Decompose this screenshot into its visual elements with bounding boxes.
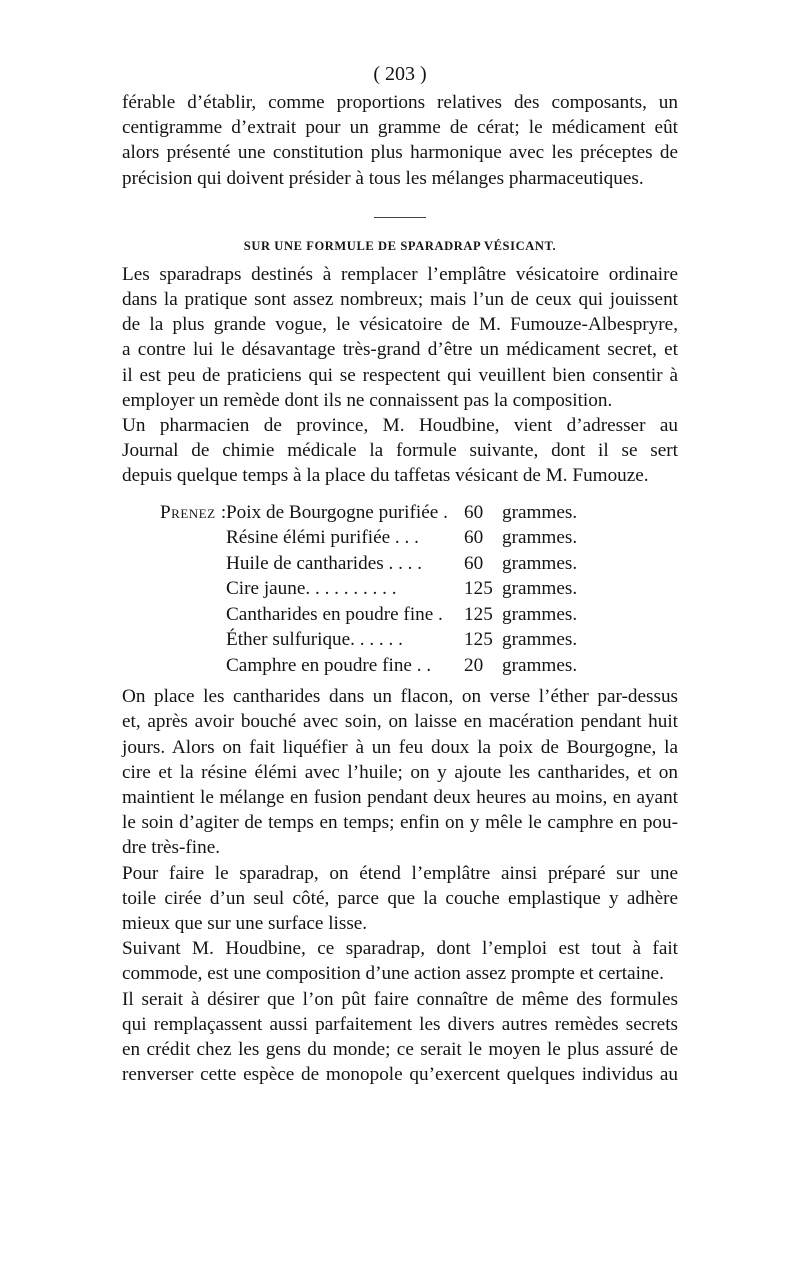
recipe-unit: grammes. <box>502 552 578 574</box>
text-line: Suivant M. Houdbine, ce sparadrap, dont l’emploi est tout à fait <box>122 938 678 960</box>
recipe-ingredient: Poix de Bourgogne purifiée . <box>226 501 448 523</box>
recipe-table <box>122 500 678 679</box>
text-line: en crédit chez les gens du monde; ce serait le moyen le plus assuré de <box>122 1038 678 1060</box>
recipe-ingredient: Cantharides en poudre fine . <box>226 603 443 625</box>
prenez-label: Prenez : <box>160 501 227 523</box>
text-line: commode, est une composition d’une action assez prompte et certaine. <box>122 963 664 985</box>
recipe-row <box>122 500 678 526</box>
recipe-unit: grammes. <box>502 527 578 549</box>
text-line: alors présenté une constitution plus harmonique avec les préceptes de <box>122 142 678 164</box>
text-line: renverser cette espèce de monopole qu’exercent quelques individus au <box>122 1064 678 1086</box>
intro-paragraph <box>122 90 678 191</box>
recipe-unit: grammes. <box>502 578 578 600</box>
text-line: Pour faire le sparadrap, on étend l’emplâtre ainsi préparé sur une <box>122 862 678 884</box>
text-line: employer un remède dont ils ne connaissent pas la composition. <box>122 389 613 411</box>
section-divider <box>374 217 426 218</box>
recipe-ingredient: Huile de cantharides . . . . <box>226 552 423 574</box>
text-line: Journal de chimie médicale la formule suivante, dont il se sert <box>122 440 678 462</box>
paragraph-remedes-secrets <box>122 987 678 1088</box>
recipe-quantity: 60 <box>464 552 484 574</box>
recipe-ingredient: Cire jaune. . . . . . . . . . <box>226 578 397 600</box>
recipe-ingredient: Éther sulfurique. . . . . . <box>226 629 403 651</box>
text-line: férable d’établir, comme proportions relatives des composants, un <box>122 92 678 113</box>
paragraph-preparation <box>122 684 678 860</box>
section-title: SUR UNE FORMULE DE SPARADRAP VÉSICANT. <box>243 238 557 253</box>
recipe-unit: grammes. <box>502 501 578 523</box>
text-line: On place les cantharides dans un flacon, on verse l’éther par-dessus <box>122 686 678 708</box>
page-number: ( 203 ) <box>373 63 427 85</box>
paragraph-sparadraps <box>122 262 678 413</box>
text-line: centigramme d’extrait pour un gramme de cérat; le médicament eût <box>122 117 678 139</box>
recipe-row <box>122 525 678 551</box>
recipe-quantity: 125 <box>464 578 493 600</box>
recipe-unit: grammes. <box>502 603 578 625</box>
text-line: et, après avoir bouché avec soin, on laisse en macération pendant huit <box>122 711 678 733</box>
text-line: dans la pratique sont assez nombreux; mais l’un de ceux qui jouissent <box>122 289 678 311</box>
paragraph-sparadrap-toile <box>122 861 678 937</box>
recipe-quantity: 20 <box>464 654 484 676</box>
recipe-unit: grammes. <box>502 629 578 651</box>
text-line: dre très-fine. <box>122 837 221 859</box>
text-line: qui remplaçassent aussi parfaitement les divers autres remèdes secrets <box>122 1013 678 1035</box>
text-line: de la plus grande vogue, le vésicatoire de M. Fumouze-Albespryre, <box>122 314 678 336</box>
text-line: précision qui doivent présider à tous les mélanges pharmaceutiques. <box>122 167 644 189</box>
recipe-row <box>122 627 678 653</box>
text-line: depuis quelque temps à la place du taffetas vésicant de M. Fumouze. <box>122 465 649 487</box>
text-line: toile cirée d’un seul côté, parce que la couche emplastique y adhère <box>122 887 678 909</box>
text-line: Il serait à désirer que l’on pût faire connaître de même des formules <box>122 988 678 1010</box>
recipe-row <box>122 653 678 679</box>
recipe-ingredient: Résine élémi purifiée . . . <box>226 527 419 549</box>
recipe-unit: grammes. <box>502 654 578 676</box>
recipe-row <box>122 602 678 628</box>
recipe-row <box>122 551 678 577</box>
text-line: mieux que sur une surface lisse. <box>122 912 368 934</box>
paragraph-pharmacien <box>122 413 678 489</box>
book-page <box>122 62 678 1087</box>
text-line: Un pharmacien de province, M. Houdbine, vient d’adresser au <box>122 415 678 437</box>
text-line: il est peu de praticiens qui se respectent qui veuillent bien consentir à <box>122 364 678 386</box>
recipe-quantity: 60 <box>464 501 484 523</box>
text-line: Les sparadraps destinés à remplacer l’emplâtre vésicatoire ordinaire <box>122 263 678 285</box>
paragraph-houdbine <box>122 936 678 986</box>
text-line: le soin d’agiter de temps en temps; enfin on y mêle le camphre en pou- <box>122 812 678 834</box>
recipe-ingredient: Camphre en poudre fine . . <box>226 654 432 676</box>
text-line: a contre lui le désavantage très-grand d’être un médicament secret, et <box>122 339 678 361</box>
text-line: jours. Alors on fait liquéfier à un feu doux la poix de Bourgogne, la <box>122 736 678 758</box>
recipe-row <box>122 576 678 602</box>
recipe-quantity: 125 <box>464 603 493 625</box>
recipe-quantity: 125 <box>464 629 493 651</box>
recipe-quantity: 60 <box>464 527 484 549</box>
text-line: maintient le mélange en fusion pendant deux heures au moins, en ayant <box>122 786 678 808</box>
text-line: cire et la résine élémi avec l’huile; on y ajoute les cantharides, et on <box>122 761 678 783</box>
